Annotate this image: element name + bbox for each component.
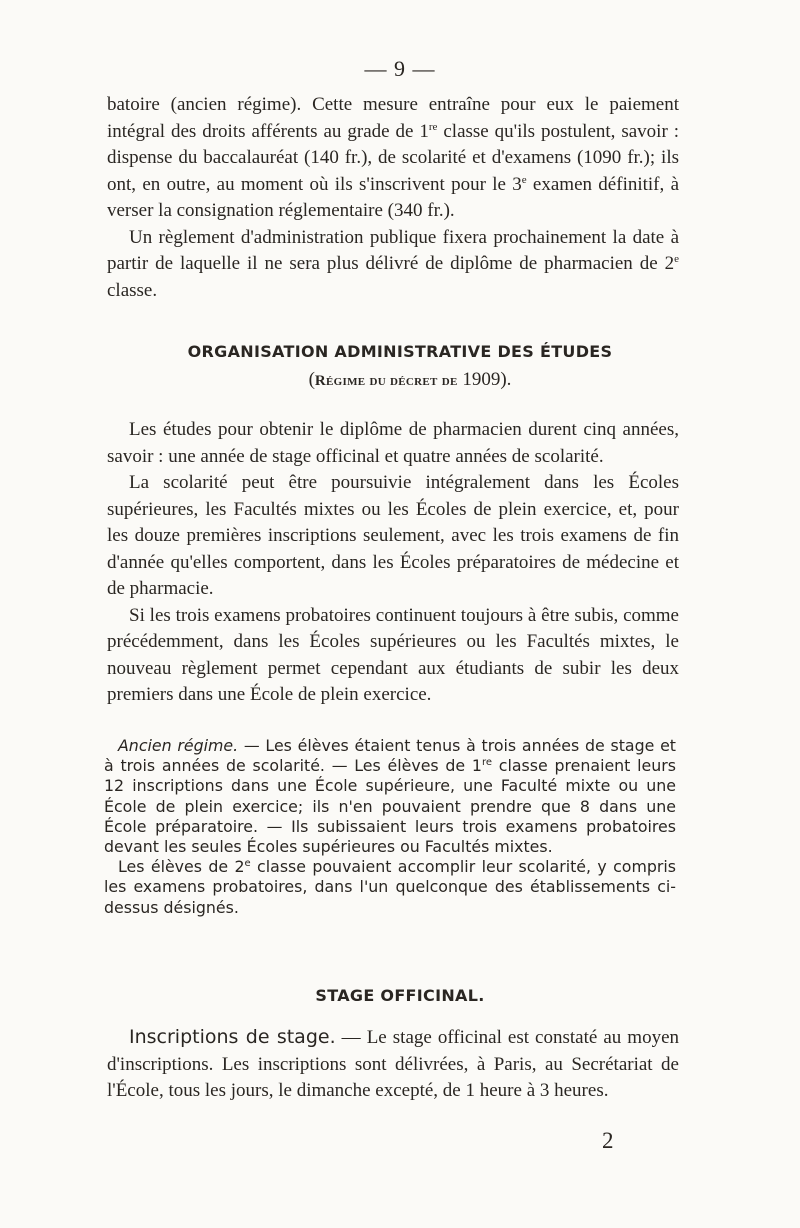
note-paragraph: Ancien régime. — Les élèves étaient tenus à trois années de stage et à trois années de scolarité. — Les élèves de 1re classe prenaient leurs 12 inscriptions dans une École supérieure, une Faculté mixte ou une École de plein exercice; ils n'en pouvaient prendre que 8 dans une École préparatoire. — Ils subissaient leurs trois examens probatoires devant les seules Écoles supérieures ou Facultés mixtes. (104, 736, 677, 857)
regulation-paragraph: Un règlement d'administration publique fixera prochainement la date à partir de laquelle il ne sera plus délivré de diplôme de pharmacien de 2e classe. (107, 226, 679, 301)
note-ancien-regime (104, 736, 676, 918)
page-number: — 9 — (364, 56, 436, 81)
intro-paragraph: batoire (ancien régime). Cette mesure entraîne pour eux le paiement intégral des droits afférents au grade de 1re classe qu'ils postulent, savoir : dispense du baccalauréat (140 fr.), de scolarité et d'examens (1090 fr.); ils ont, en outre, au moment où ils s'inscrivent pour le 3e examen définitif, à verser la consignation réglementaire (340 fr.). (107, 94, 680, 221)
stage-lead: Inscriptions de stage. (129, 1026, 336, 1048)
section-heading-stage: STAGE OFFICINAL. (315, 986, 485, 1005)
organisation-text (107, 417, 679, 709)
paragraph-examens: Si les trois examens probatoires continuent toujours à être subis, comme précédemment, dans les Écoles supérieures ou les Facultés mixtes, le nouveau règlement permet cependant aux étudiants de subir les deux premiers dans une École de plein exercice. (107, 604, 679, 705)
note-paragraph: Les élèves de 2e classe pouvaient accomplir leur scolarité, y compris les examens probatoires, dans l'un quelconque des établissements ci-dessus désignés. (104, 857, 677, 917)
stage-text (107, 1024, 679, 1105)
section-heading-organisation: ORGANISATION ADMINISTRATIVE DES ÉTUDES (187, 342, 613, 361)
paragraph-duration: Les études pour obtenir le diplôme de pharmacien durent cinq années, savoir : une année de stage officinal et quatre années de scolarité. (107, 419, 679, 467)
paragraph-scolarite: La scolarité peut être poursuivie intégralement dans les Écoles supérieures, les Facultés mixtes ou les Écoles de plein exercice, et, pour les douze premières inscriptions seulement, avec les trois examens de fin d'année qu'elles comportent, dans les Écoles préparatoires de médecine et de pharmacie. (107, 472, 679, 599)
intro-text (107, 92, 679, 304)
stage-paragraph: Inscriptions de stage. — Le stage officinal est constaté au moyen d'inscriptions. Les inscriptions sont délivrées, à Paris, au Secrétariat de l'École, tous les jours, le dimanche excepté, de 1 heure à 3 heures. (107, 1026, 680, 1101)
signature-mark: 2 (602, 1128, 614, 1153)
note-label: Ancien régime. (118, 736, 239, 755)
section-subheading: (Régime du décret de 1909). (308, 369, 512, 390)
